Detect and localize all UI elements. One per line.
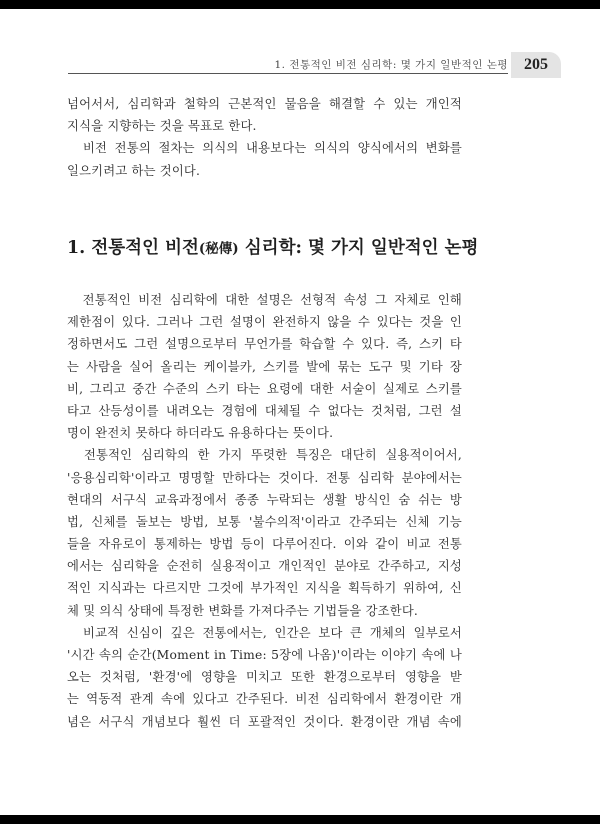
intro-line: 넘어서서, 심리학과 철학의 근본적인 물음을 해결할 수 있는 개인적 [67,97,462,111]
body-line: 는 사람을 실어 올리는 케이블카, 스키를 발에 묶는 도구 및 기타 장 [67,359,462,374]
section-heading-hanja: (秘傳) [198,241,239,257]
page-number-tab [511,52,561,78]
body-line: 타고 산등성이를 내려오는 경험에 대체될 수 없다는 것처럼, 그런 설 [67,403,462,418]
page-number: 205 [524,56,548,73]
section-heading-suffix: 심리학: 몇 가지 일반적인 논평 [238,238,479,258]
body-line: 체 및 의식 상태에 특정한 변화를 가져다주는 기법들을 강조한다. [67,603,419,618]
body-line: 법, 신체를 돌보는 방법, 보통 '불수의적'이라고 간주되는 신체 기능 [67,514,462,529]
header-rule [68,73,508,74]
body-line: 비, 그리고 중간 수준의 스키 타는 요령에 대한 서술이 실제로 스키를 [67,381,462,396]
body-line: 현대의 서구식 교육과정에서 종종 누락되는 생활 방식인 숨 쉬는 방 [67,492,462,507]
bottom-edge-bar [0,815,600,824]
body-line: 적인 지식과는 다르지만 그것에 부가적인 지식을 획득하기 위하여, 신 [67,581,462,596]
intro-paragraphs [67,93,462,182]
body-line: '시간 속의 순간(Moment in Time: 5장에 나옴)'이라는 이야기 속에 나 [67,648,462,662]
body-line: 전통적인 비전 심리학에 대한 설명은 선형적 속성 그 자체로 인해 [67,293,462,307]
body-line: 비교적 신심이 깊은 전통에서는, 인간은 보다 큰 개체의 일부로서 [67,625,462,640]
body-line: 정하면서도 그런 설명으로부터 무언가를 학습할 수 있다. 즉, 스키 타 [67,337,462,352]
body-line: 들을 자유로이 통제하는 방법 등이 다루어진다. 이와 같이 비교 전통 [67,537,462,552]
body-line: 념은 서구식 개념보다 훨씬 더 포괄적인 것이다. 환경이란 개념 속에 [67,714,462,729]
body-line: 명이 완전치 못하다 하더라도 유용하다는 뜻이다. [67,426,334,441]
body-paragraphs [67,289,462,733]
body-line: 오는 것처럼, '환경'에 영향을 미치고 또한 환경으로부터 영향을 받 [67,670,462,685]
intro-line: 비전 전통의 절차는 의식의 내용보다는 의식의 양식에서의 변화를 [67,141,462,156]
intro-line: 지식을 지향하는 것을 목표로 한다. [67,119,257,134]
running-head: 1. 전통적인 비전 심리학: 몇 가지 일반적인 논평 [274,59,508,71]
body-line: 에서는 심리학을 순전히 실용적이고 개인적인 분야로 간주하고, 지성 [67,559,462,574]
body-line: 제한점이 있다. 그러나 그런 설명이 완전하지 않을 수 있다는 것을 인 [67,315,462,330]
body-line: 전통적인 심리학의 한 가지 뚜렷한 특징은 대단히 실용적이어서, [67,448,462,463]
intro-line: 일으키려고 하는 것이다. [67,163,201,178]
section-heading [67,234,487,259]
body-line: '응용심리학'이라고 명명할 만하다는 것이다. 전통 심리학 분야에서는 [67,470,462,485]
body-line: 는 역동적 관계 속에 있다고 간주된다. 비전 심리학에서 환경이란 개 [67,692,462,707]
section-heading-prefix: 1. 전통적인 비전 [67,238,199,258]
top-edge-bar [0,0,600,9]
